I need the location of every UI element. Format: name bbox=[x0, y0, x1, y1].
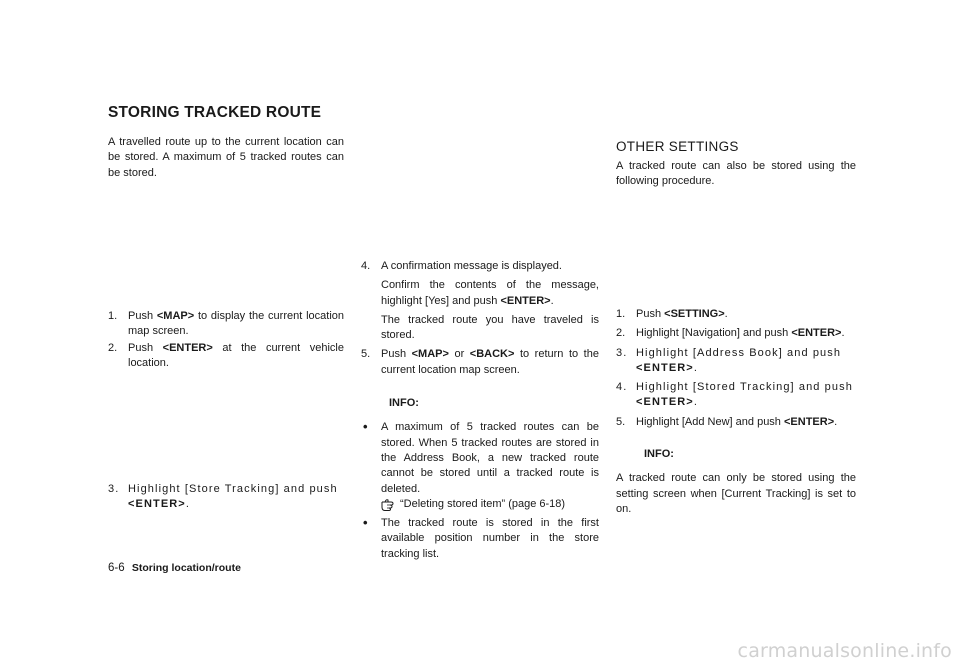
middle-info-label: INFO: bbox=[389, 397, 419, 410]
middle-info-bullet-1: • A maximum of 5 tracked routes can be stored. When 5 tracked routes are stored in the Address Book, a new tracked route cannot be stored until a tracked route is deleted. bbox=[363, 419, 599, 495]
left-step-1: 1. Push <MAP> to display the current location map screen. bbox=[108, 310, 344, 338]
middle-info-reference[interactable]: “Deleting stored item” (page 6-18) bbox=[361, 497, 599, 512]
pointing-hand-icon bbox=[381, 498, 397, 512]
watermark: carmanualsonline.info bbox=[737, 640, 952, 662]
middle-info-bullet-2: • The tracked route is stored in the first available position number in the store tracking list. bbox=[363, 515, 599, 560]
left-step-3: 3. Highlight [Store Tracking] and push <ENTER>. bbox=[108, 483, 338, 511]
right-intro: A tracked route can also be stored using the following procedure. bbox=[616, 160, 856, 188]
right-step-5: 5. Highlight [Add New] and push <ENTER>. bbox=[616, 415, 838, 428]
right-step-2: 2. Highlight [Navigation] and push <ENTER>. bbox=[616, 327, 845, 340]
left-intro: A travelled route up to the current location can be stored. A maximum of 5 tracked routes can be stored. bbox=[108, 136, 344, 179]
middle-step-4-confirm: Confirm the contents of the message, highlight [Yes] and push <ENTER>. bbox=[381, 279, 599, 307]
right-info-label: INFO: bbox=[644, 448, 674, 461]
middle-step-4-stored: The tracked route you have traveled is stored. bbox=[381, 313, 599, 342]
middle-steps bbox=[361, 259, 599, 562]
middle-step-5: 5. Push <MAP> or <BACK> to return to the current location map screen. bbox=[361, 348, 599, 376]
right-step-3: 3. Highlight [Address Book] and push <ENTER>. bbox=[616, 346, 842, 374]
footer-chapter-title: Storing location/route bbox=[131, 562, 241, 574]
page-title: STORING TRACKED ROUTE bbox=[108, 104, 322, 121]
left-step-2: 2. Push <ENTER> at the current vehicle location. bbox=[108, 342, 344, 370]
page-number: 6-6 bbox=[108, 562, 125, 574]
right-info-text: A tracked route can only be stored using the setting screen when [Current Tracking] is set to on. bbox=[616, 472, 856, 515]
right-step-1: 1. Push <SETTING>. bbox=[616, 308, 728, 320]
page-footer bbox=[108, 562, 241, 574]
section-title-other-settings: OTHER SETTINGS bbox=[616, 139, 739, 154]
right-step-4: 4. Highlight [Stored Tracking] and push <ENTER>. bbox=[616, 381, 853, 409]
right-steps bbox=[616, 307, 856, 517]
middle-step-4: 4. A confirmation message is displayed. bbox=[361, 260, 562, 272]
